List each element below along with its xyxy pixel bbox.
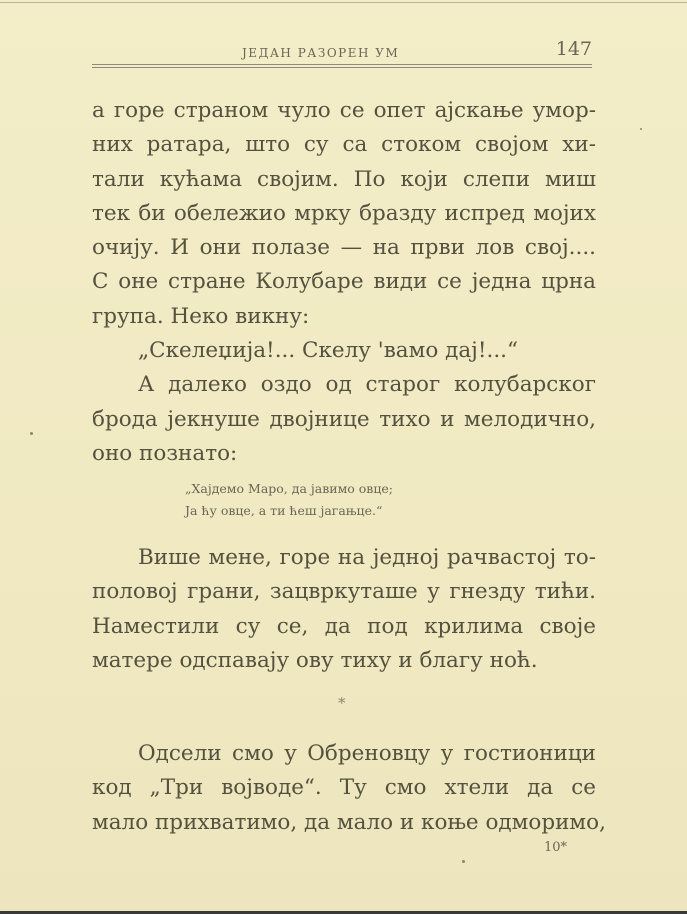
paper-speck	[462, 860, 465, 863]
paper-speck	[640, 128, 642, 130]
text-line: Одсели смо у Обреновцу у гостионици	[138, 741, 596, 766]
text-line: група. Неко викну:	[92, 303, 310, 329]
text-line: Више мене, горе на једној рачвастој то-	[138, 545, 596, 570]
page-number: 147	[555, 38, 592, 60]
verse-line: „Хајдемо Маро, да јавимо овце;	[185, 481, 393, 496]
text-line: очију. И они полазе — на први лов свој....	[92, 235, 596, 261]
text-line: код „Три војводе“. Ту смо хтели да се	[92, 775, 596, 801]
paragraph-block-top	[92, 94, 596, 471]
printer-signature: 10*	[544, 840, 568, 855]
text-line: оно познато:	[92, 440, 238, 466]
text-line: половој грани, зацвркуташе у гнезду тићи.	[92, 579, 596, 605]
header-rule	[92, 64, 592, 65]
verse-block	[185, 478, 485, 522]
text-line: мало прихватимо, да мало и коње одморимо,	[92, 809, 606, 835]
paper-speck	[30, 432, 33, 435]
header-rule-secondary	[92, 67, 592, 68]
text-line: А далеко оздо од старог колубарског	[138, 372, 596, 398]
text-line: а горе страном чуло се опет ајскање умор-	[92, 98, 596, 123]
paragraph-block-middle	[92, 541, 596, 678]
verse-line: Ја ћу овце, а ти ћеш јагањце.“	[185, 503, 383, 518]
text-line: Наместили су се, да под крилима своје	[92, 613, 596, 639]
text-line: тек би обележио мрку бразду испред мојих	[92, 200, 596, 226]
text-line: брода јекнуше двојнице тихо и мелодично,	[92, 406, 596, 432]
paragraph-block-bottom	[92, 737, 606, 840]
dialogue-line: „Скелеџија!... Скелу 'вамо дај!...“	[138, 338, 518, 364]
text-line: них ратара, што су са стоком својом хи-	[92, 132, 596, 158]
section-separator: *	[338, 694, 346, 712]
text-line: тали кућама својим. По који слепи миш	[92, 166, 596, 192]
running-title: ЈЕДАН РАЗОРЕН УМ	[242, 46, 400, 60]
text-line: С оне стране Колубаре види се једна црна	[92, 269, 596, 295]
top-edge-line	[0, 2, 687, 3]
page-header	[92, 38, 592, 68]
text-line: матере одспавају ову тиху и благу ноћ.	[92, 647, 538, 673]
